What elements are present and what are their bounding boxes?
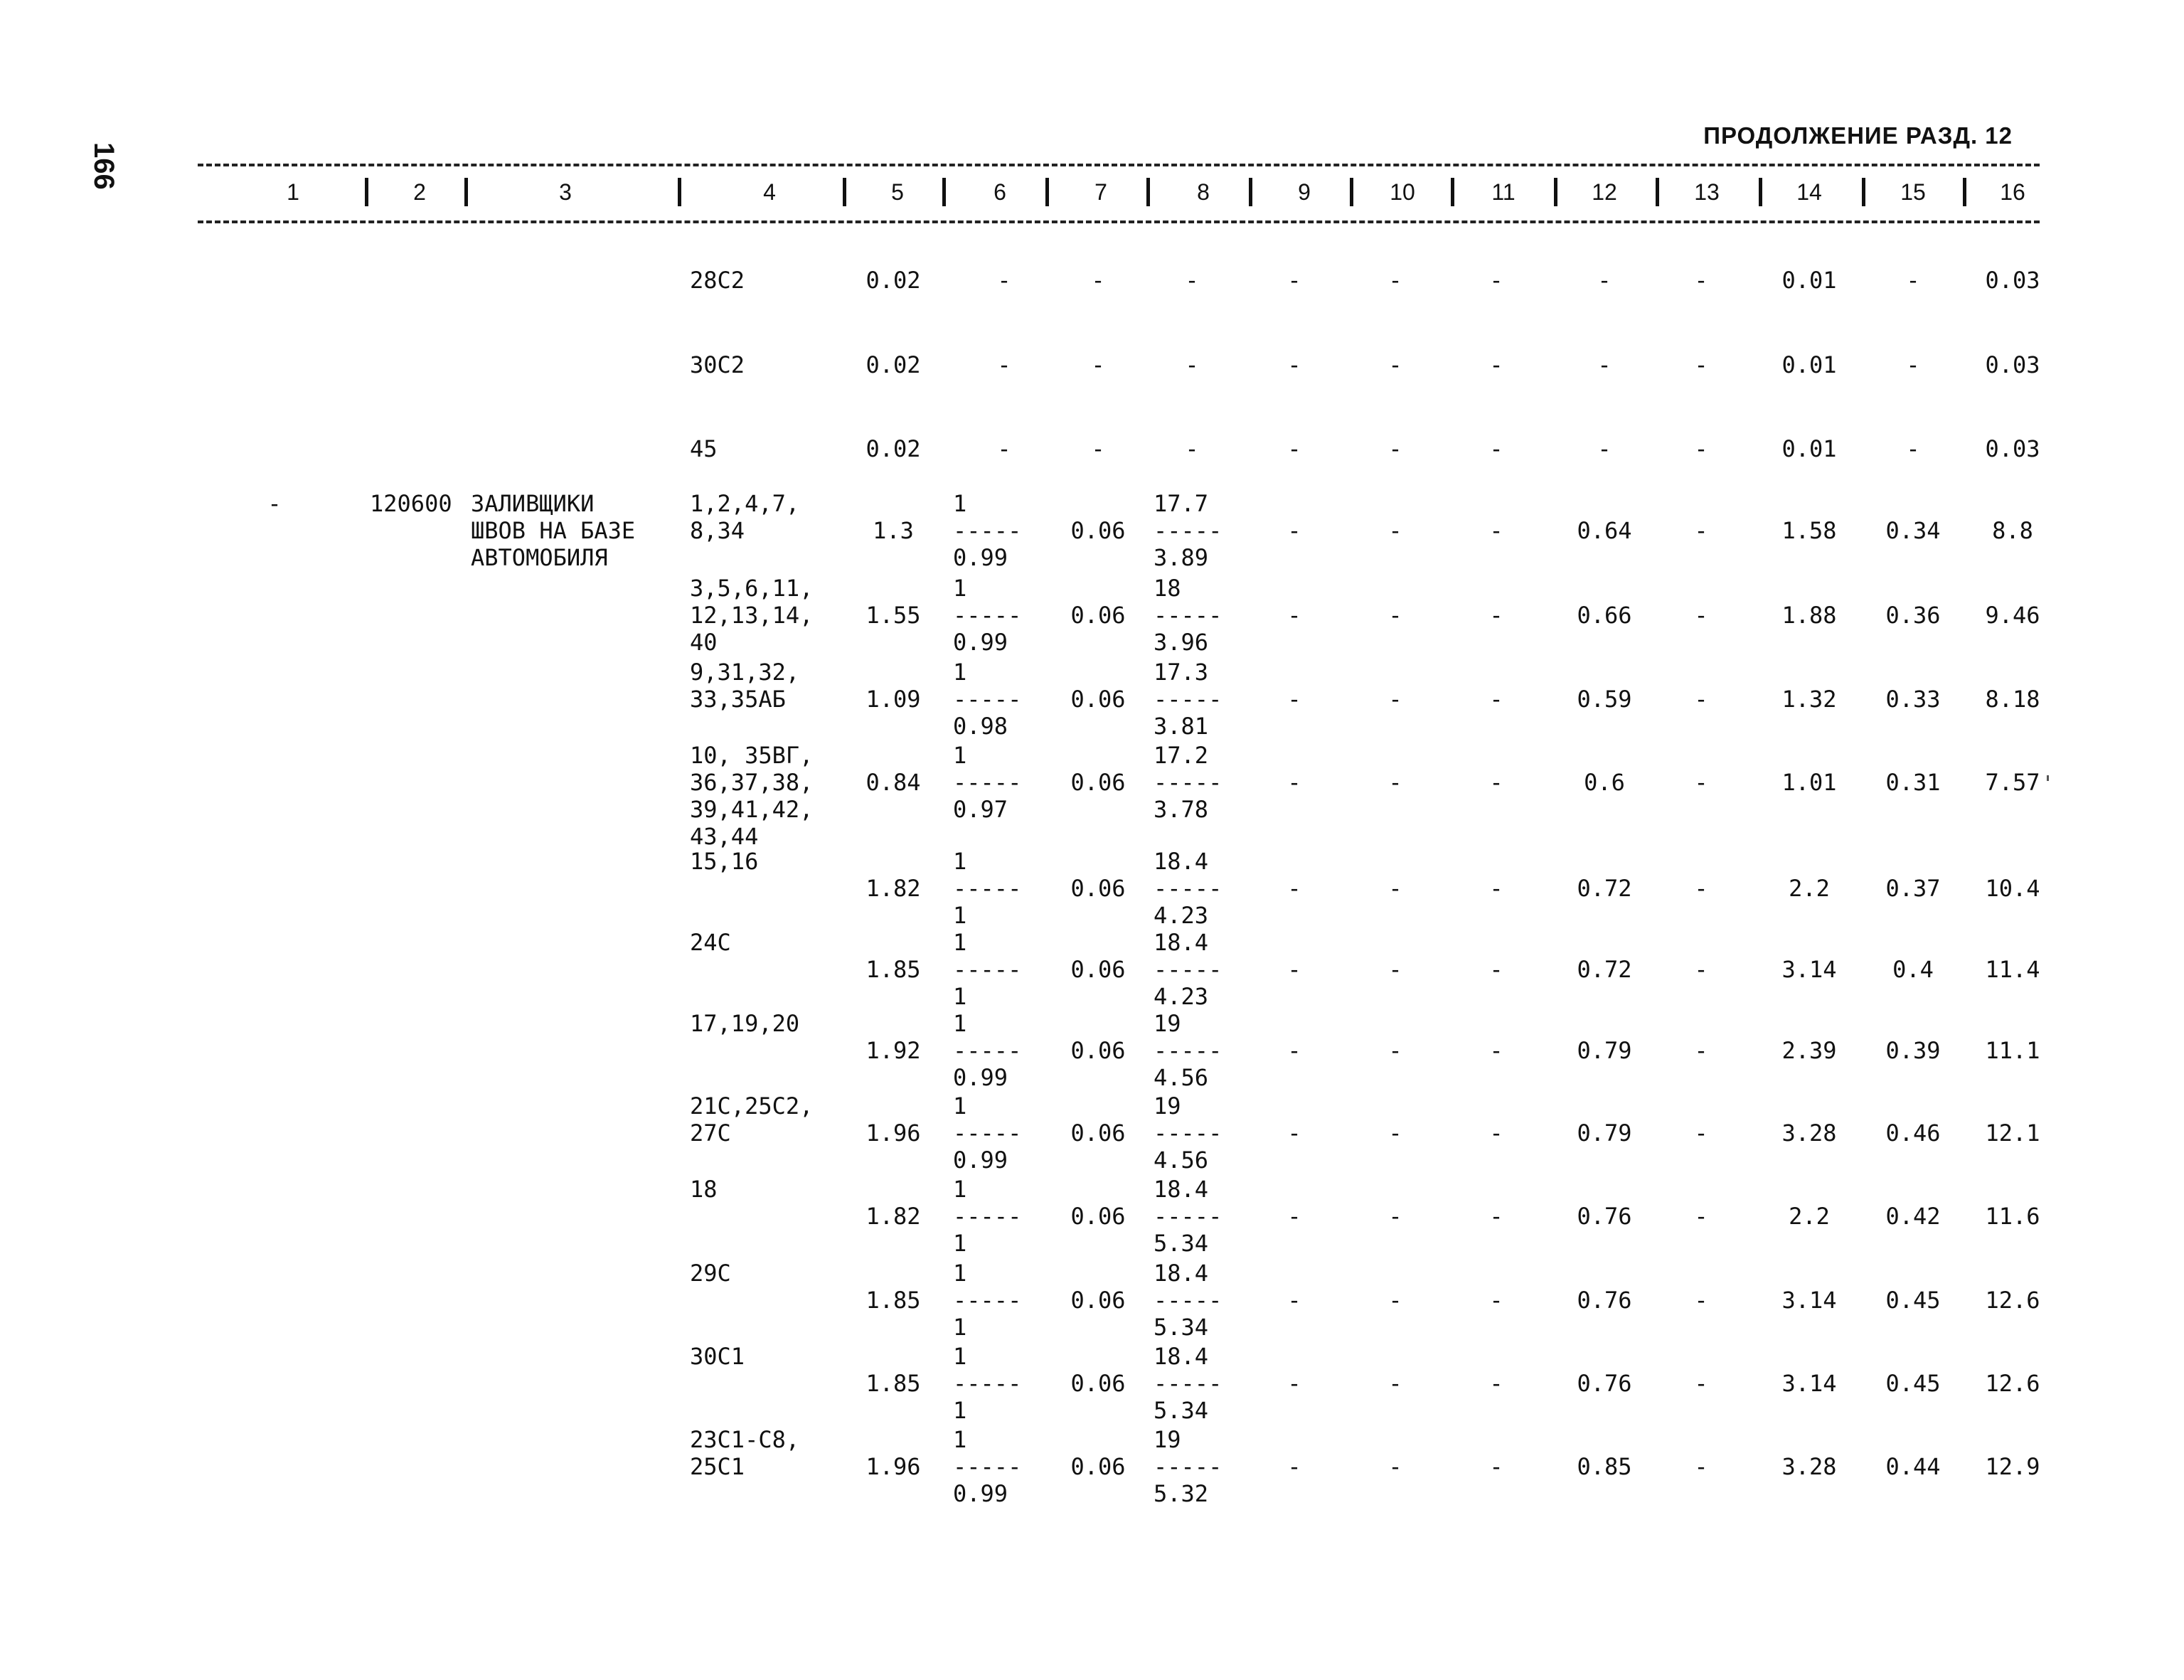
cell-c10: - [1388,1037,1402,1064]
cell-c15: 0.33 [1885,686,1941,713]
cell-c8-fraction-line: ----- [1154,517,1222,544]
cell-c6-fraction-line: 1 [953,1176,967,1203]
cell-c6-fraction-line: ----- [953,1453,1022,1480]
cell-col4-line: 39,41,42, [690,796,814,823]
column-header-2: 2 [413,179,426,205]
cell-c6-fraction-line: 0.99 [953,1147,1008,1174]
cell-c11: - [1489,435,1503,462]
cell-c7: - [1091,351,1105,378]
cell-c11: - [1489,267,1503,294]
cell-c9: - [1287,1120,1301,1147]
cell-col4-line: 30С2 [690,351,745,378]
cell-c16: 11.4 [1985,956,2040,983]
cell-c14: 3.14 [1781,1287,1837,1314]
cell-col4-line: 30С1 [690,1343,745,1370]
cell-c16: 9.46 [1985,602,2040,629]
cell-c5: 0.02 [865,435,921,462]
cell-c5: 1.96 [865,1120,921,1147]
cell-c11: - [1489,1287,1503,1314]
cell-c13: - [1694,875,1708,902]
cell-c6-fraction-line: ----- [953,1037,1022,1064]
cell-c6-fraction-line: 1 [953,1010,967,1037]
cell-c6-fraction-line: ----- [953,956,1022,983]
cell-c6-fraction-line: 1 [953,929,967,956]
cell-c13: - [1694,686,1708,713]
cell-c6-fraction-line: 1 [953,1343,967,1370]
cell-c10: - [1388,1370,1402,1397]
cell-c10: - [1388,769,1402,796]
column-separator [1554,178,1557,206]
cell-c13: - [1694,517,1708,544]
cell-c16: 0.03 [1985,351,2040,378]
cell-c14: 3.14 [1781,1370,1837,1397]
cell-c11: - [1489,769,1503,796]
cell-col4-line: 36,37,38, [690,769,814,796]
cell-c6-fraction-line: ----- [953,686,1022,713]
cell-col4-line: 12,13,14, [690,602,814,629]
cell-c12: - [1597,267,1612,294]
cell-c11: - [1489,875,1503,902]
cell-c7: - [1091,435,1105,462]
column-separator [942,178,946,206]
cell-c8-fraction-line: 3.89 [1154,544,1209,571]
cell-c6-fraction-line: 1 [953,1230,967,1257]
column-header-11: 11 [1491,179,1516,205]
cell-c6-fraction-line: 0.99 [953,1064,1008,1091]
cell-c6: - [997,351,1011,378]
cell-c12: 0.59 [1577,686,1632,713]
column-separator [1862,178,1865,206]
column-header-1: 1 [287,179,299,205]
cell-c9: - [1287,351,1301,378]
cell-c14: 1.01 [1781,769,1837,796]
cell-c6: - [997,267,1011,294]
cell-c8-fraction-line: ----- [1154,1453,1222,1480]
cell-col4-line: 17,19,20 [690,1010,800,1037]
cell-c14: 3.14 [1781,956,1837,983]
cell-c11: - [1489,686,1503,713]
cell-c5: 1.55 [865,602,921,629]
cell-c8-fraction-line: 3.81 [1154,713,1209,740]
cell-c16: 11.1 [1985,1037,2040,1064]
cell-c15: 0.39 [1885,1037,1941,1064]
scan-speck [2047,775,2049,781]
cell-c15: 0.37 [1885,875,1941,902]
cell-c15: 0.45 [1885,1370,1941,1397]
cell-c13: - [1694,956,1708,983]
cell-c16: 12.9 [1985,1453,2040,1480]
cell-c5: 0.84 [865,769,921,796]
cell-c10: - [1388,875,1402,902]
column-separator [1963,178,1966,206]
cell-c14: 0.01 [1781,351,1837,378]
cell-c5: 1.96 [865,1453,921,1480]
cell-c14: 2.39 [1781,1037,1837,1064]
cell-c13: - [1694,267,1708,294]
cell-c8-fraction-line: 4.23 [1154,902,1209,929]
cell-c14: 2.2 [1789,875,1830,902]
cell-col4-line: 28С2 [690,267,745,294]
cell-c6-fraction-line: ----- [953,1370,1022,1397]
cell-c6-fraction-line: ----- [953,602,1022,629]
column-separator [464,178,468,206]
cell-c6-fraction-line: 0.98 [953,713,1008,740]
cell-c12: 0.66 [1577,602,1632,629]
section-title: ПРОДОЛЖЕНИЕ РАЗД. 12 [1703,122,2013,149]
column-header-5: 5 [891,179,904,205]
column-separator [1656,178,1659,206]
cell-c10: - [1388,686,1402,713]
cell-c10: - [1388,956,1402,983]
cell-c15: 0.36 [1885,602,1941,629]
cell-c5: 1.85 [865,956,921,983]
cell-c8-fraction-line: 18.4 [1154,848,1209,875]
cell-c7: 0.06 [1070,1203,1126,1230]
cell-c8-fraction-line: 5.34 [1154,1314,1209,1341]
cell-c8-fraction-line: 4.56 [1154,1147,1209,1174]
cell-c16: 0.03 [1985,267,2040,294]
cell-c10: - [1388,602,1402,629]
group-name-line: ЗАЛИВЩИКИ [471,490,595,517]
cell-c12: 0.76 [1577,1287,1632,1314]
cell-c10: - [1388,1203,1402,1230]
cell-c16: 7.57 [1985,769,2040,796]
column-header-4: 4 [763,179,776,205]
cell-col4-line: 21С,25С2, [690,1092,814,1120]
cell-c8: - [1185,351,1199,378]
cell-c13: - [1694,1203,1708,1230]
cell-col4-line: 15,16 [690,848,759,875]
cell-c12: - [1597,351,1612,378]
cell-c6-fraction-line: 1 [953,742,967,769]
cell-c8-fraction-line: ----- [1154,602,1222,629]
cell-c8-fraction-line: ----- [1154,1287,1222,1314]
cell-c13: - [1694,1287,1708,1314]
cell-c13: - [1694,351,1708,378]
cell-c5: 1.85 [865,1370,921,1397]
cell-c15: 0.34 [1885,517,1941,544]
column-separator [1451,178,1454,206]
cell-c15: 0.42 [1885,1203,1941,1230]
cell-c6-fraction-line: 1 [953,902,967,929]
cell-c7: 0.06 [1070,1120,1126,1147]
cell-c8-fraction-line: ----- [1154,769,1222,796]
cell-c12: 0.76 [1577,1370,1632,1397]
column-separator [1045,178,1049,206]
cell-c7: 0.06 [1070,517,1126,544]
cell-c13: - [1694,1037,1708,1064]
cell-c14: 0.01 [1781,435,1837,462]
cell-c5: 1.85 [865,1287,921,1314]
cell-c15: 0.31 [1885,769,1941,796]
cell-col4-line: 45 [690,435,718,462]
cell-c8-fraction-line: 18.4 [1154,1176,1209,1203]
cell-col4-line: 10, 35ВГ, [690,742,814,769]
cell-col4-line: 40 [690,629,718,656]
cell-c12: - [1597,435,1612,462]
cell-col4-line: 23С1-С8, [690,1426,800,1453]
cell-c16: 10.4 [1985,875,2040,902]
cell-c15: - [1906,435,1920,462]
cell-c11: - [1489,956,1503,983]
cell-c6-fraction-line: ----- [953,1203,1022,1230]
cell-c7: 0.06 [1070,1453,1126,1480]
cell-c13: - [1694,435,1708,462]
cell-c9: - [1287,1203,1301,1230]
cell-c10: - [1388,1120,1402,1147]
cell-c6-fraction-line: 1 [953,659,967,686]
page-number: 166 [88,142,119,190]
cell-c6-fraction-line: 0.99 [953,544,1008,571]
cell-c10: - [1388,517,1402,544]
cell-c10: - [1388,1453,1402,1480]
column-header-15: 15 [1900,179,1926,205]
cell-c11: - [1489,1037,1503,1064]
cell-c9: - [1287,686,1301,713]
cell-c8-fraction-line: 17.3 [1154,659,1209,686]
cell-c13: - [1694,1370,1708,1397]
cell-c7: 0.06 [1070,1370,1126,1397]
cell-c8-fraction-line: ----- [1154,956,1222,983]
column-header-13: 13 [1694,179,1720,205]
cell-c9: - [1287,1287,1301,1314]
column-header-9: 9 [1298,179,1311,205]
cell-c15: 0.4 [1892,956,1934,983]
cell-c7: 0.06 [1070,956,1126,983]
cell-c5: 1.09 [865,686,921,713]
cell-c7: 0.06 [1070,686,1126,713]
cell-c6-fraction-line: ----- [953,517,1022,544]
cell-c13: - [1694,769,1708,796]
column-header-16: 16 [2000,179,2025,205]
column-header-6: 6 [994,179,1006,205]
cell-c16: 12.6 [1985,1287,2040,1314]
cell-c11: - [1489,1453,1503,1480]
cell-c11: - [1489,351,1503,378]
group-name-line: АВТОМОБИЛЯ [471,544,608,571]
cell-col4-line: 29С [690,1260,731,1287]
cell-c6-fraction-line: 1 [953,983,967,1010]
cell-c9: - [1287,435,1301,462]
cell-c5: 1.82 [865,875,921,902]
cell-c6-fraction-line: 1 [953,1260,967,1287]
cell-c7: 0.06 [1070,1037,1126,1064]
cell-c8-fraction-line: 19 [1154,1426,1181,1453]
cell-c12: 0.85 [1577,1453,1632,1480]
cell-c5: 1.92 [865,1037,921,1064]
cell-c8-fraction-line: 18.4 [1154,929,1209,956]
cell-c15: 0.45 [1885,1287,1941,1314]
column-separator [1759,178,1762,206]
group-code: 120600 [370,490,452,517]
cell-c5: 0.02 [865,267,921,294]
cell-c8-fraction-line: 17.2 [1154,742,1209,769]
cell-c6-fraction-line: 0.99 [953,1480,1008,1507]
cell-c7: - [1091,267,1105,294]
cell-c16: 0.03 [1985,435,2040,462]
cell-c11: - [1489,1370,1503,1397]
cell-c13: - [1694,1453,1708,1480]
column-header-14: 14 [1796,179,1822,205]
cell-c8-fraction-line: 18.4 [1154,1343,1209,1370]
column-header-12: 12 [1592,179,1617,205]
cell-col4-line: 33,35АБ [690,686,786,713]
cell-c6-fraction-line: 1 [953,490,967,517]
cell-c16: 8.18 [1985,686,2040,713]
cell-c9: - [1287,1453,1301,1480]
cell-c6-fraction-line: 1 [953,1314,967,1341]
cell-c8-fraction-line: ----- [1154,1037,1222,1064]
column-header-3: 3 [559,179,572,205]
cell-c8-fraction-line: 19 [1154,1092,1181,1120]
cell-c14: 0.01 [1781,267,1837,294]
cell-c5: 1.82 [865,1203,921,1230]
cell-c9: - [1287,267,1301,294]
cell-c6-fraction-line: 1 [953,575,967,602]
cell-c8-fraction-line: ----- [1154,1120,1222,1147]
cell-c10: - [1388,351,1402,378]
cell-c16: 12.1 [1985,1120,2040,1147]
cell-c6-fraction-line: 0.99 [953,629,1008,656]
cell-c13: - [1694,602,1708,629]
cell-c11: - [1489,602,1503,629]
cell-col4-line: 18 [690,1176,718,1203]
cell-c8-fraction-line: 5.34 [1154,1230,1209,1257]
cell-c12: 0.6 [1584,769,1625,796]
cell-c8-fraction-line: ----- [1154,686,1222,713]
cell-c14: 1.58 [1781,517,1837,544]
group-col1-dash: - [267,490,282,517]
cell-c12: 0.79 [1577,1120,1632,1147]
cell-c14: 3.28 [1781,1453,1837,1480]
cell-c8-fraction-line: 3.78 [1154,796,1209,823]
cell-c14: 1.32 [1781,686,1837,713]
cell-c16: 11.6 [1985,1203,2040,1230]
cell-c8-fraction-line: ----- [1154,1370,1222,1397]
cell-col4-line: 1,2,4,7, [690,490,800,517]
cell-col4-line: 9,31,32, [690,659,800,686]
cell-c8-fraction-line: 4.23 [1154,983,1209,1010]
cell-c14: 1.88 [1781,602,1837,629]
cell-col4-line: 27С [690,1120,731,1147]
column-separator [1350,178,1353,206]
cell-c6-fraction-line: 1 [953,1397,967,1424]
column-header-10: 10 [1390,179,1415,205]
cell-c9: - [1287,1370,1301,1397]
cell-c8-fraction-line: ----- [1154,1203,1222,1230]
column-separator [365,178,368,206]
cell-c9: - [1287,875,1301,902]
cell-c6-fraction-line: ----- [953,1287,1022,1314]
cell-c10: - [1388,435,1402,462]
cell-col4-line: 24С [690,929,731,956]
cell-c16: 8.8 [1992,517,2033,544]
column-separator [1249,178,1252,206]
cell-c8-fraction-line: 18.4 [1154,1260,1209,1287]
cell-col4-line: 25С1 [690,1453,745,1480]
cell-c15: 0.44 [1885,1453,1941,1480]
cell-c6: - [997,435,1011,462]
cell-c9: - [1287,769,1301,796]
cell-c12: 0.72 [1577,956,1632,983]
cell-c16: 12.6 [1985,1370,2040,1397]
header-top-rule [198,164,2040,166]
cell-c8: - [1185,267,1199,294]
cell-c14: 2.2 [1789,1203,1830,1230]
column-separator [1146,178,1150,206]
cell-c6-fraction-line: 1 [953,1092,967,1120]
cell-c12: 0.79 [1577,1037,1632,1064]
cell-col4-line: 43,44 [690,823,759,850]
cell-c7: 0.06 [1070,602,1126,629]
cell-c12: 0.72 [1577,875,1632,902]
cell-c8-fraction-line: ----- [1154,875,1222,902]
cell-col4-line: 3,5,6,11, [690,575,814,602]
column-separator [678,178,681,206]
cell-c7: 0.06 [1070,1287,1126,1314]
cell-col4-line: 8,34 [690,517,745,544]
cell-c8-fraction-line: 17.7 [1154,490,1209,517]
cell-c8-fraction-line: 19 [1154,1010,1181,1037]
cell-c11: - [1489,1120,1503,1147]
cell-c12: 0.76 [1577,1203,1632,1230]
cell-c15: 0.46 [1885,1120,1941,1147]
cell-c5: 0.02 [865,351,921,378]
column-separator [843,178,846,206]
cell-c5: 1.3 [873,517,914,544]
cell-c9: - [1287,956,1301,983]
cell-c11: - [1489,1203,1503,1230]
cell-c13: - [1694,1120,1708,1147]
cell-c14: 3.28 [1781,1120,1837,1147]
cell-c15: - [1906,351,1920,378]
cell-c6-fraction-line: 0.97 [953,796,1008,823]
column-header-8: 8 [1197,179,1210,205]
cell-c10: - [1388,1287,1402,1314]
cell-c8: - [1185,435,1199,462]
cell-c8-fraction-line: 5.32 [1154,1480,1209,1507]
cell-c8-fraction-line: 4.56 [1154,1064,1209,1091]
group-name-line: ШВОВ НА БАЗЕ [471,517,636,544]
cell-c8-fraction-line: 5.34 [1154,1397,1209,1424]
cell-c6-fraction-line: ----- [953,769,1022,796]
cell-c10: - [1388,267,1402,294]
cell-c11: - [1489,517,1503,544]
cell-c9: - [1287,602,1301,629]
cell-c6-fraction-line: ----- [953,875,1022,902]
cell-c8-fraction-line: 3.96 [1154,629,1209,656]
cell-c6-fraction-line: ----- [953,1120,1022,1147]
cell-c7: 0.06 [1070,769,1126,796]
cell-c6-fraction-line: 1 [953,1426,967,1453]
column-header-7: 7 [1094,179,1107,205]
cell-c7: 0.06 [1070,875,1126,902]
cell-c9: - [1287,1037,1301,1064]
cell-c15: - [1906,267,1920,294]
cell-c9: - [1287,517,1301,544]
header-bottom-rule [198,220,2040,223]
cell-c12: 0.64 [1577,517,1632,544]
cell-c8-fraction-line: 18 [1154,575,1181,602]
cell-c6-fraction-line: 1 [953,848,967,875]
